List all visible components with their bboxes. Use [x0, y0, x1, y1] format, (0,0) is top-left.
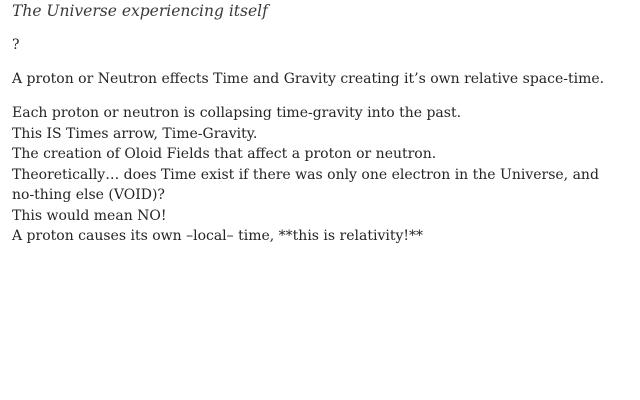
body-line: Theoretically… does Time exist if there was only one electron in the Universe, and no-thing else (VOID)? — [12, 166, 599, 203]
question-mark-paragraph: ? — [12, 37, 20, 53]
body-line: This would mean NO! — [12, 207, 167, 224]
paragraph-proton-effects: A proton or Neutron effects Time and Gravity creating it’s own relative space-time. — [12, 71, 605, 87]
paragraph-body — [12, 103, 602, 247]
body-line: Each proton or neutron is collapsing time-gravity into the past. — [12, 105, 462, 121]
article-subtitle: The Universe experiencing itself — [12, 2, 268, 20]
body-line: The creation of Oloid Fields that affect a proton or neutron. — [12, 146, 437, 162]
body-line: A proton causes its own –local– time, **this is relativity!** — [12, 228, 423, 244]
body-line: This IS Times arrow, Time-Gravity. — [12, 125, 258, 142]
